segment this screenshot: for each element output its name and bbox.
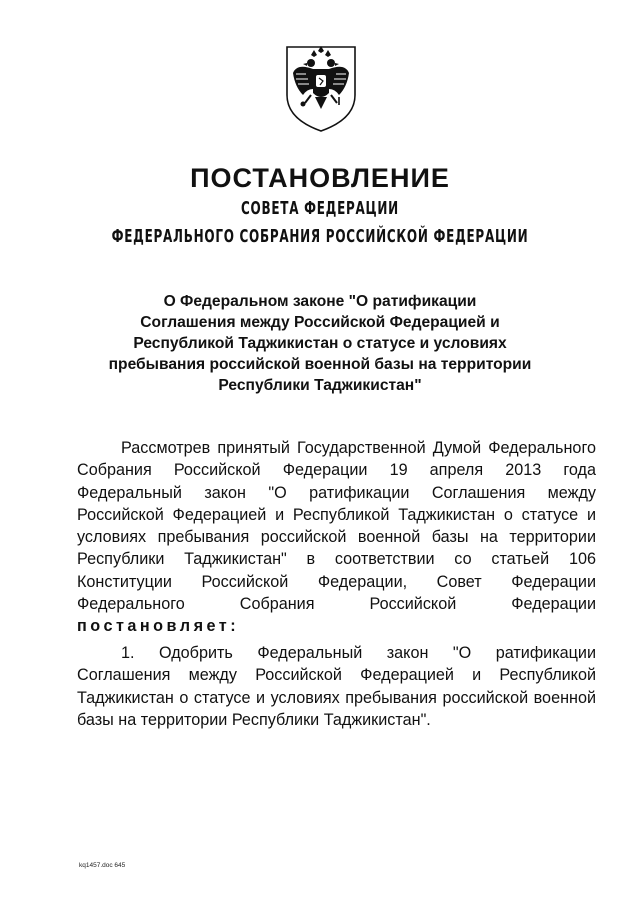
- resolution-item-1: [77, 642, 596, 731]
- issuer-line-2: ФЕДЕРАЛЬНОГО СОБРАНИЯ РОССИЙСКОЙ ФЕДЕРАЦИИ: [111, 226, 529, 247]
- heading-line: пребывания российской военной базы на территории: [108, 356, 532, 373]
- body-line: условиях пребывания российской военной базы на территории: [77, 528, 596, 547]
- body-line: Рассмотрев принятый Государственной Думой Федерального: [121, 439, 596, 457]
- heading-line: Республики Таджикистан": [218, 377, 422, 394]
- resolves-word: постановляет:: [77, 617, 240, 636]
- item-line: Соглашения между Российской Федерацией и Республикой: [77, 666, 596, 685]
- item-line: Таджикистан о статусе и условиях пребывания российской военной: [77, 688, 596, 707]
- issuer-line-1: СОВЕТА ФЕДЕРАЦИИ: [241, 198, 399, 219]
- body-line: Российской Федерацией и Республикой Таджикистан о статусе и: [77, 505, 596, 524]
- body-line: Федеральный закон "О ратификации Соглашения между: [77, 483, 596, 502]
- body-line: Федерального Собрания Российской Федерации: [77, 595, 596, 614]
- heading-line: Соглашения между Российской Федерацией и: [140, 314, 500, 331]
- body-line: Собрания Российской Федерации 19 апреля 2013 года: [77, 461, 596, 480]
- heading-line: Республикой Таджикистан о статусе и условиях: [133, 335, 507, 352]
- item-line: базы на территории Республики Таджикистан".: [77, 710, 431, 729]
- item-line: 1. Одобрить Федеральный закон "О ратификации: [121, 644, 596, 662]
- body-line: Конституции Российской Федерации, Совет Федерации: [77, 572, 596, 591]
- preamble-paragraph: [77, 437, 596, 638]
- emblem-icon: [283, 43, 359, 133]
- body-line: Республики Таджикистан" в соответствии со статьей 106: [77, 550, 596, 569]
- document-type-title: ПОСТАНОВЛЕНИЕ: [190, 163, 450, 193]
- document-code: kq1457.doc 645: [79, 862, 126, 869]
- heading-line: О Федеральном законе "О ратификации: [163, 293, 477, 310]
- resolution-heading: [100, 291, 540, 396]
